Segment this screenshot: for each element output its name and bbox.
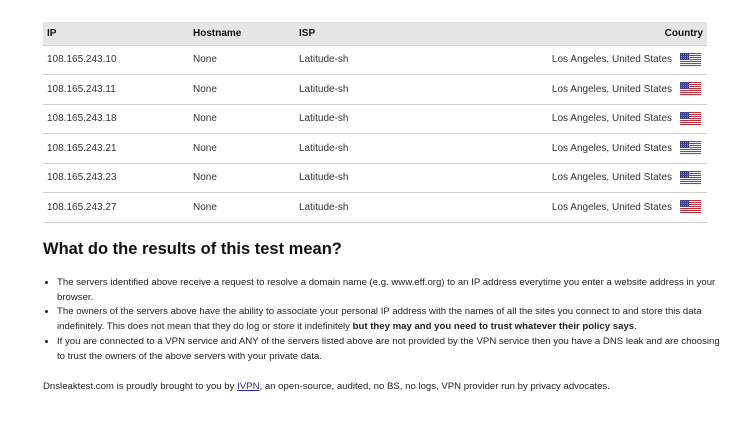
table-row bbox=[43, 75, 707, 105]
country-name: Los Angeles, United States bbox=[551, 83, 672, 95]
country-name: Los Angeles, United States bbox=[551, 172, 672, 184]
cell-country bbox=[445, 45, 707, 75]
cell-country bbox=[445, 163, 707, 193]
ivpn-link[interactable]: IVPN bbox=[237, 381, 260, 392]
country-name: Los Angeles, United States bbox=[551, 142, 672, 154]
cell-ip: 108.165.243.10 bbox=[47, 54, 117, 66]
cell-hostname: None bbox=[193, 54, 217, 66]
dns-servers-table bbox=[43, 22, 707, 223]
us-flag-icon bbox=[680, 53, 701, 67]
cell-isp: Latitude-sh bbox=[299, 142, 349, 154]
footer-text-after: , an open-source, audited, no BS, no logs, VPN provider run by privacy advocates. bbox=[259, 381, 610, 392]
results-explanation-list bbox=[43, 276, 727, 364]
header-country: Country bbox=[664, 27, 703, 39]
us-flag-icon bbox=[680, 171, 701, 185]
bullet-text: The servers identified above receive a request to resolve a domain name (e.g. www.eff.org) to an IP address everytime you enter a website address in your browser. bbox=[57, 277, 716, 303]
country-name: Los Angeles, United States bbox=[551, 113, 672, 125]
country-name: Los Angeles, United States bbox=[551, 201, 672, 213]
cell-ip: 108.165.243.18 bbox=[47, 113, 117, 125]
cell-isp: Latitude-sh bbox=[299, 83, 349, 95]
cell-hostname: None bbox=[193, 113, 217, 125]
us-flag-icon bbox=[680, 112, 701, 126]
cell-country bbox=[445, 75, 707, 105]
cell-hostname: None bbox=[193, 142, 217, 154]
country-name: Los Angeles, United States bbox=[551, 54, 672, 66]
bullet-text-end: . bbox=[634, 321, 637, 333]
footer-text-before: Dnsleaktest.com is proudly brought to you by bbox=[43, 381, 238, 392]
us-flag-icon bbox=[680, 141, 701, 155]
cell-ip: 108.165.243.11 bbox=[47, 83, 116, 95]
results-bullet bbox=[57, 335, 727, 364]
table-row bbox=[43, 163, 707, 193]
table-body bbox=[43, 45, 707, 222]
cell-hostname: None bbox=[193, 172, 217, 184]
us-flag-icon bbox=[680, 200, 701, 214]
header-hostname: Hostname bbox=[193, 27, 242, 39]
cell-isp: Latitude-sh bbox=[299, 172, 349, 184]
table-row bbox=[43, 193, 707, 223]
us-flag-icon bbox=[680, 82, 701, 96]
results-bullet bbox=[57, 276, 727, 305]
cell-ip: 108.165.243.23 bbox=[47, 172, 117, 184]
bullet-emphasis: but they may and you need to trust whatever their policy says bbox=[352, 321, 635, 333]
cell-isp: Latitude-sh bbox=[299, 54, 349, 66]
table-row bbox=[43, 45, 707, 75]
table-row bbox=[43, 134, 707, 164]
results-bullet bbox=[57, 305, 727, 334]
cell-isp: Latitude-sh bbox=[299, 201, 349, 213]
results-title: What do the results of this test mean? bbox=[43, 240, 342, 258]
table-row bbox=[43, 104, 707, 134]
cell-country bbox=[445, 193, 707, 223]
cell-ip: 108.165.243.27 bbox=[47, 201, 117, 213]
bullet-text: The owners of the servers above have the ability to associate your personal IP address with the names of all the sites you connect to and store this data indefinitely. This does not mean that they do log or store it indefinitely bbox=[57, 306, 702, 333]
cell-hostname: None bbox=[193, 201, 217, 213]
dns-servers-table-wrapper bbox=[43, 22, 707, 223]
cell-country bbox=[445, 134, 707, 164]
cell-isp: Latitude-sh bbox=[299, 113, 349, 125]
cell-country bbox=[445, 104, 707, 134]
footer-line bbox=[43, 381, 610, 392]
header-isp: ISP bbox=[299, 27, 316, 39]
cell-ip: 108.165.243.21 bbox=[47, 142, 117, 154]
bullet-text: If you are connected to a VPN service and ANY of the servers listed above are not provided by the VPN service then you have a DNS leak and are choosing to trust the owners of the above servers with your private data. bbox=[57, 335, 720, 362]
header-ip: IP bbox=[47, 27, 57, 39]
table-header-row bbox=[43, 22, 707, 45]
cell-hostname: None bbox=[193, 83, 217, 95]
